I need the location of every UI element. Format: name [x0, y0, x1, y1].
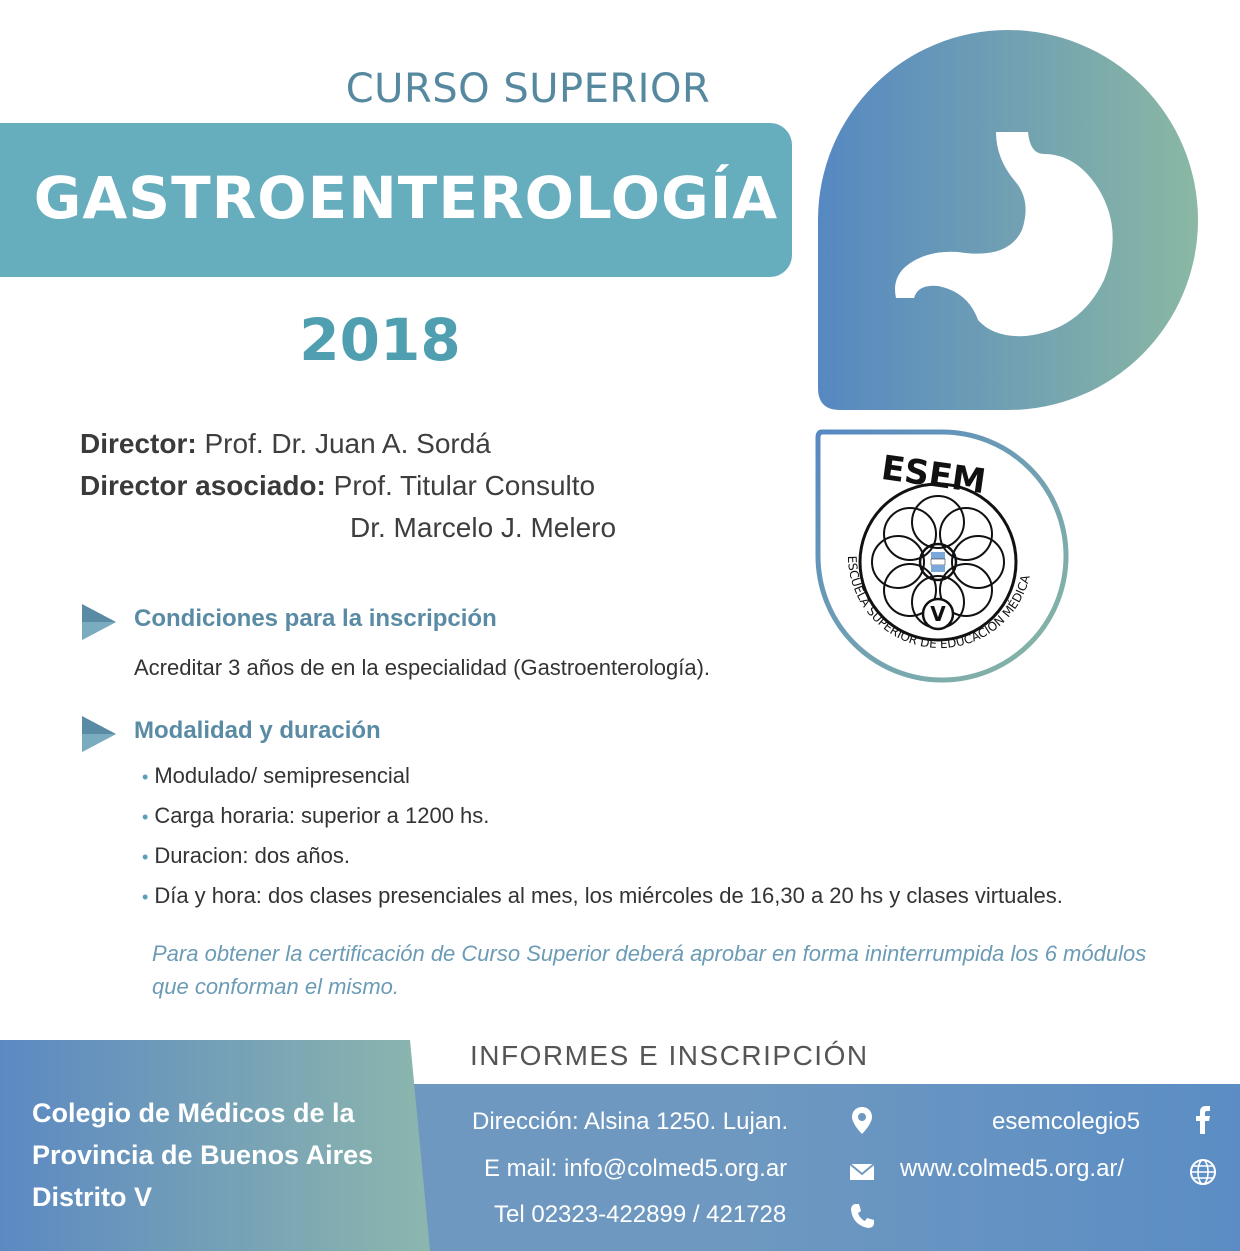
- social-facebook[interactable]: esemcolegio5: [992, 1108, 1141, 1135]
- conditions-heading: Condiciones para la inscripción: [134, 605, 497, 632]
- list-item-text: Duracion: dos años.: [154, 843, 350, 868]
- mail-icon: [847, 1157, 877, 1187]
- course-title: GASTROENTEROLOGÍA: [33, 164, 779, 232]
- contact-email[interactable]: E mail: info@colmed5.org.ar: [484, 1155, 788, 1182]
- list-item: [142, 843, 350, 869]
- bullet-icon: •: [142, 767, 149, 787]
- director-name: Prof. Dr. Juan A. Sordá: [204, 428, 491, 459]
- org-line: Provincia de Buenos Aires: [32, 1140, 374, 1170]
- director-line: [80, 428, 491, 460]
- footer-title: INFORMES E INSCRIPCIÓN: [470, 1040, 869, 1071]
- facebook-icon[interactable]: [1188, 1104, 1218, 1134]
- play-arrow-icon: [82, 716, 116, 752]
- esem-logo: [812, 428, 1072, 686]
- bullet-icon: •: [142, 847, 149, 867]
- stomach-icon: [818, 30, 1198, 412]
- org-line: Colegio de Médicos de la: [32, 1098, 355, 1128]
- assoc-director-label: Director asociado:: [80, 470, 326, 501]
- conditions-text: Acreditar 3 años de en la especialidad (Gastroenterología).: [134, 655, 711, 680]
- bullet-icon: •: [142, 807, 149, 827]
- phone-icon: [847, 1201, 877, 1231]
- list-item: [142, 883, 1063, 909]
- org-line: Distrito V: [32, 1182, 153, 1212]
- list-item-text: Día y hora: dos clases presenciales al mes, los miércoles de 16,30 a 20 hs y clases virtuales.: [154, 883, 1063, 908]
- director-label: Director:: [80, 428, 197, 459]
- course-supertitle: CURSO SUPERIOR: [345, 66, 711, 112]
- contact-phone[interactable]: Tel 02323-422899 / 421728: [494, 1201, 787, 1228]
- list-item-text: Modulado/ semipresencial: [154, 763, 410, 788]
- assoc-director-line: [80, 470, 595, 502]
- play-arrow-icon: [82, 604, 116, 640]
- bullet-icon: •: [142, 887, 149, 907]
- contact-address: Dirección: Alsina 1250. Lujan.: [472, 1108, 789, 1135]
- esem-acronym: ESEM: [878, 448, 989, 503]
- list-item: [142, 803, 489, 829]
- footer-org-name: [32, 1092, 422, 1218]
- list-item: [142, 763, 410, 789]
- certification-note: Para obtener la certificación de Curso Superior deberá aprobar en forma ininterrumpida los 6 módulos que conforman el mismo.: [152, 941, 1147, 999]
- esem-ring-text: ESCUELA SUPERIOR DE EDUCACIÓN MÉDICA: [844, 555, 1033, 652]
- social-website[interactable]: www.colmed5.org.ar/: [900, 1155, 1125, 1182]
- course-year: 2018: [299, 306, 461, 374]
- modality-heading: Modalidad y duración: [134, 717, 381, 744]
- location-pin-icon: [847, 1105, 877, 1135]
- esem-district: V: [930, 602, 946, 626]
- globe-icon[interactable]: [1188, 1157, 1218, 1187]
- assoc-director-title: Prof. Titular Consulto: [333, 470, 596, 501]
- list-item-text: Carga horaria: superior a 1200 hs.: [154, 803, 490, 828]
- assoc-director-name: Dr. Marcelo J. Melero: [350, 512, 617, 543]
